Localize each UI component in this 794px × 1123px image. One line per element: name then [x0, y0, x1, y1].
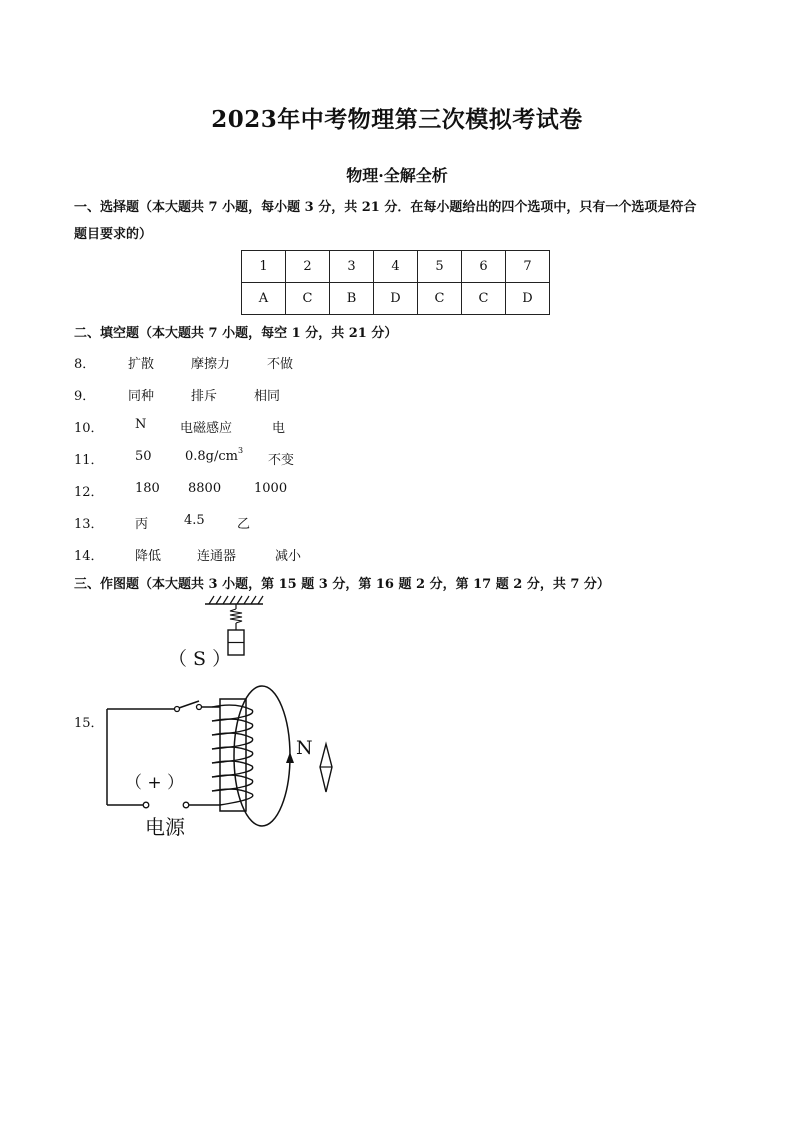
- answer-3: 不变: [268, 453, 295, 468]
- table-cell: D: [506, 283, 550, 315]
- table-cell: C: [462, 283, 506, 315]
- q15-diagram: [0, 590, 794, 850]
- answer-2-superscript: 3: [237, 446, 244, 455]
- answer-2: 摩擦力: [191, 357, 231, 372]
- answer-table: [241, 250, 550, 315]
- table-cell: 6: [462, 251, 506, 283]
- answer-3: 相同: [254, 389, 281, 404]
- table-cell: 7: [506, 251, 550, 283]
- section1-prefix: 一、选择题: [74, 200, 140, 215]
- switch-contact-icon: [175, 707, 180, 712]
- answer-2: 8800: [188, 481, 222, 496]
- source-label: 电源: [145, 815, 185, 839]
- item-number: 11．: [74, 453, 104, 468]
- solenoid-core: [220, 699, 246, 811]
- table-cell: A: [242, 283, 286, 315]
- section1-desc-bold: 四个选项中，: [501, 200, 580, 215]
- answer-1: 180: [135, 481, 160, 496]
- answer-1: N: [135, 417, 147, 432]
- terminal-icon: [183, 802, 189, 808]
- item-number: 12．: [74, 485, 104, 500]
- ceiling-hatch: [205, 596, 263, 604]
- table-cell: 2: [286, 251, 330, 283]
- answer-2: 排斥: [191, 389, 218, 404]
- answer-3: 减小: [275, 549, 302, 564]
- item-number: 10．: [74, 421, 104, 436]
- section1-desc1-end: 只有一个选项是符合: [579, 200, 697, 215]
- table-cell: C: [418, 283, 462, 315]
- answer-3: 不做: [267, 357, 294, 372]
- plus-label: （ + ）: [125, 773, 185, 793]
- answer-3: 电: [272, 421, 286, 436]
- table-cell: B: [330, 283, 374, 315]
- section2-heading: 二、填空题（本大题共 7 小题，每空 1 分，共 21 分）: [74, 326, 398, 341]
- compass-needle-icon: [320, 744, 332, 792]
- answer-2: [185, 446, 244, 464]
- page-title: 2023年中考物理第三次模拟考试卷: [211, 106, 583, 133]
- spring-icon: [230, 604, 242, 630]
- q15-number: 15．: [74, 716, 104, 731]
- page-subtitle: 物理·全解全析: [346, 166, 448, 185]
- answer-1: 同种: [128, 389, 155, 404]
- section3-heading: 三、作图题（本大题共 3 小题，第 15 题 3 分，第 16 题 2 分，第 17 题 2 分，共 7 分）: [74, 577, 610, 592]
- table-cell: C: [286, 283, 330, 315]
- section1-heading-line1: [74, 196, 696, 215]
- table-cell: 1: [242, 251, 286, 283]
- field-arrow-icon: [286, 752, 294, 763]
- table-cell: D: [374, 283, 418, 315]
- answer-3: 1000: [254, 481, 288, 496]
- pole-label: （ S ）: [168, 648, 232, 670]
- switch-contact-icon: [197, 705, 202, 710]
- answer-3: 乙: [237, 517, 251, 532]
- answer-2: 连通器: [197, 549, 237, 564]
- n-label: N: [296, 737, 313, 759]
- item-number: 8．: [74, 357, 96, 372]
- answer-1: 50: [135, 449, 152, 464]
- answer-table-answer-row: [242, 283, 550, 315]
- answer-1: 降低: [135, 549, 162, 564]
- answer-1: 扩散: [128, 357, 155, 372]
- answer-1: 丙: [135, 517, 149, 532]
- item-number: 13．: [74, 517, 104, 532]
- section1-desc1: （本大题共 7 小题，每小题 3 分，共 21 分．在每小题给出的: [139, 200, 502, 215]
- item-number: 9．: [74, 389, 96, 404]
- table-cell: 3: [330, 251, 374, 283]
- section1-heading-line2: 题目要求的）: [74, 227, 153, 242]
- table-cell: 4: [374, 251, 418, 283]
- item-number: 14．: [74, 549, 104, 564]
- answer-table-number-row: [242, 251, 550, 283]
- answer-2: 电磁感应: [180, 421, 233, 436]
- terminal-icon: [143, 802, 149, 808]
- answer-2: 4.5: [184, 513, 205, 528]
- table-cell: 5: [418, 251, 462, 283]
- answer-2-text: 0.8g/cm: [185, 449, 238, 464]
